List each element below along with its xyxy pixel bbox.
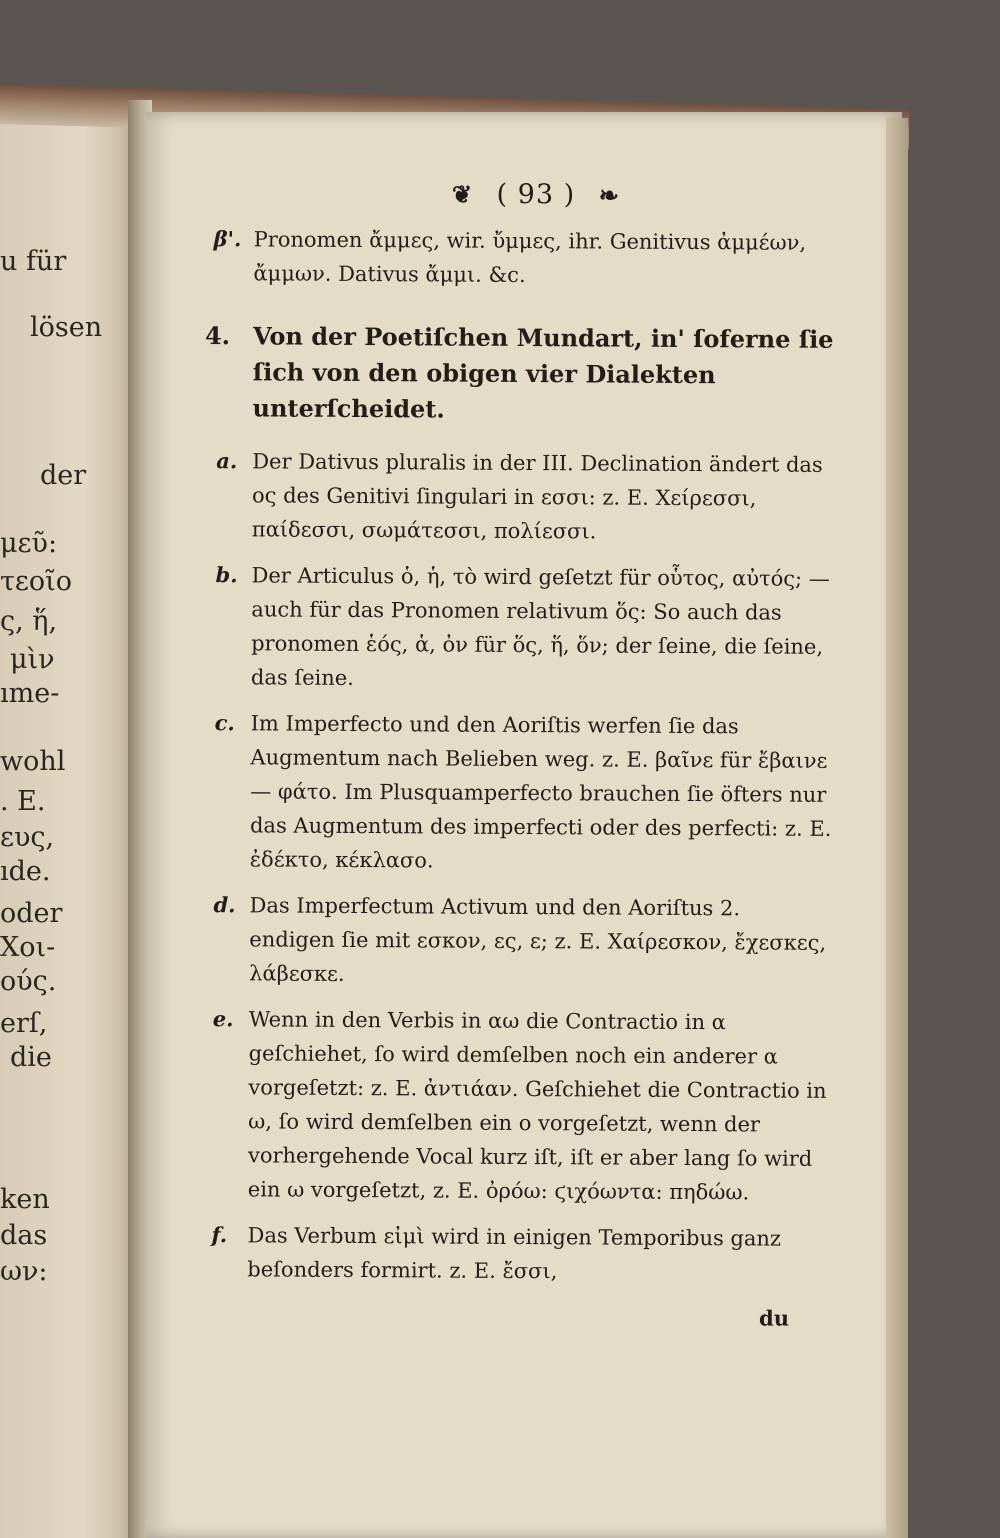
paragraph-marker: β'. — [213, 226, 242, 252]
left-page-fragment: τεοῖο — [0, 566, 73, 597]
left-page-fragment: die — [10, 1042, 52, 1073]
paragraph-text: Das Verbum εἰμὶ wird in einigen Temporibus ganz beſonders formirt. z. E. ἔσσι, — [247, 1223, 782, 1284]
paragraph-marker: f. — [211, 1222, 228, 1248]
left-page-fragment: das — [0, 1220, 48, 1251]
paragraph-marker: b. — [215, 562, 238, 588]
paragraph-f — [189, 1218, 829, 1290]
paragraph-marker: d. — [213, 892, 236, 918]
paragraph-text: Wenn in den Verbis in αω die Contractio in α geſchiehet, ſo wird demſelben noch ein anderer α vorgeſetzt: z. E. ἀντιάαν. Geſchiehet die Contractio in ω, ſo wird demſelben ein ο vorgeſetzt, wenn der vorhergehende Vocal kurz iſt, iſt er aber lang ſo wird ein ω vorgeſetzt, z. E. ὀρόω: ϛιχόωντα: πηδώω. — [247, 1007, 827, 1205]
paragraph-c — [192, 706, 833, 880]
left-page-fragment: ευς, — [0, 822, 55, 853]
left-page-fragment: Χοι- — [0, 932, 56, 963]
left-page-fragment: der — [40, 460, 87, 491]
left-page-fragment: ken — [0, 1184, 50, 1215]
paragraph-b — [193, 558, 834, 698]
paragraph-marker: a. — [216, 448, 238, 474]
left-page-fragment: ς, ἥ, — [0, 606, 58, 637]
paragraph-text: Das Imperfectum Activum und den Aoriſtus 2. endigen ſie mit εσκον, ες, ε; z. E. Χαίρεσκον, ἔχεσκες, λάβεσκε. — [249, 893, 827, 986]
paragraph-text: Im Imperfecto und den Aoriſtis werfen ſie das Augmentum nach Belieben weg. z. E. βαῖνε für ἔβαινε — φάτο. Im Plusquamperfecto brauchen ſie öfters nur das Augmentum des imperfecti oder des perfecti: z. E. ἐδέκτο, κέκλασο. — [249, 711, 832, 873]
paragraph-text: Der Dativus pluralis in der III. Declination ändert das ος des Genitivi ſingulari in εσσι: z. E. Χείρεσσι, παίδεσσι, σωμάτεσσι, πολίεσσι. — [251, 449, 823, 544]
paragraph-d — [191, 888, 832, 994]
page-text — [189, 176, 836, 1336]
left-page-fragment: u für — [0, 246, 67, 277]
paragraph-text: Pronomen ἄμμες, wir. ὔμμες, ihr. Genitivus ἀμμέων, ἄμμων. Dativus ἄμμι. &c. — [253, 227, 807, 288]
left-page-fragment: ων: — [0, 1256, 48, 1287]
left-page — [0, 96, 140, 1538]
paragraph-marker: e. — [212, 1006, 234, 1032]
section-heading — [194, 318, 835, 430]
page-fore-edge — [886, 118, 908, 1538]
left-page-fragment: μὶν — [10, 644, 55, 675]
left-page-fragment: wohl — [0, 746, 66, 777]
catchword: du — [759, 1305, 790, 1331]
paragraph-marker: c. — [214, 710, 235, 736]
left-page-fragment: oder — [0, 898, 63, 929]
paragraph-e — [190, 1002, 831, 1210]
page-header — [196, 176, 836, 214]
section-number: 4. — [204, 321, 231, 351]
paragraph-text: Der Articulus ὁ, ἡ, τὸ wird geſetzt für οὗτος, αὐτός; — auch für das Pronomen relativum ὅς: So auch das pronomen ἑός, ἁ, ὀν für ὅς, ἥ, ὅν; der ſeine, die ſeine, das ſeine. — [250, 563, 830, 690]
paragraph-beta — [195, 222, 835, 294]
left-page-fragment: erſ, — [0, 1008, 48, 1039]
right-ornament-icon: ❧ — [598, 180, 620, 210]
left-page-fragment: ıde. — [0, 856, 51, 887]
paragraph-a — [194, 444, 835, 550]
page-number: ( 93 ) — [496, 178, 576, 211]
left-page-fragment: ıme- — [0, 678, 60, 709]
left-page-fragment: . E. — [0, 786, 46, 817]
left-page-fragment: μεῦ: — [0, 528, 58, 559]
left-page-fragment: lösen — [30, 312, 103, 343]
left-ornament-icon: ❦ — [451, 179, 474, 209]
left-page-fragment: ούς. — [0, 966, 57, 997]
section-heading-text: Von der Poetiſchen Mundart, in' ſoferne ſie ſich von den obigen vier Dialekten unterſcheidet. — [252, 321, 834, 424]
